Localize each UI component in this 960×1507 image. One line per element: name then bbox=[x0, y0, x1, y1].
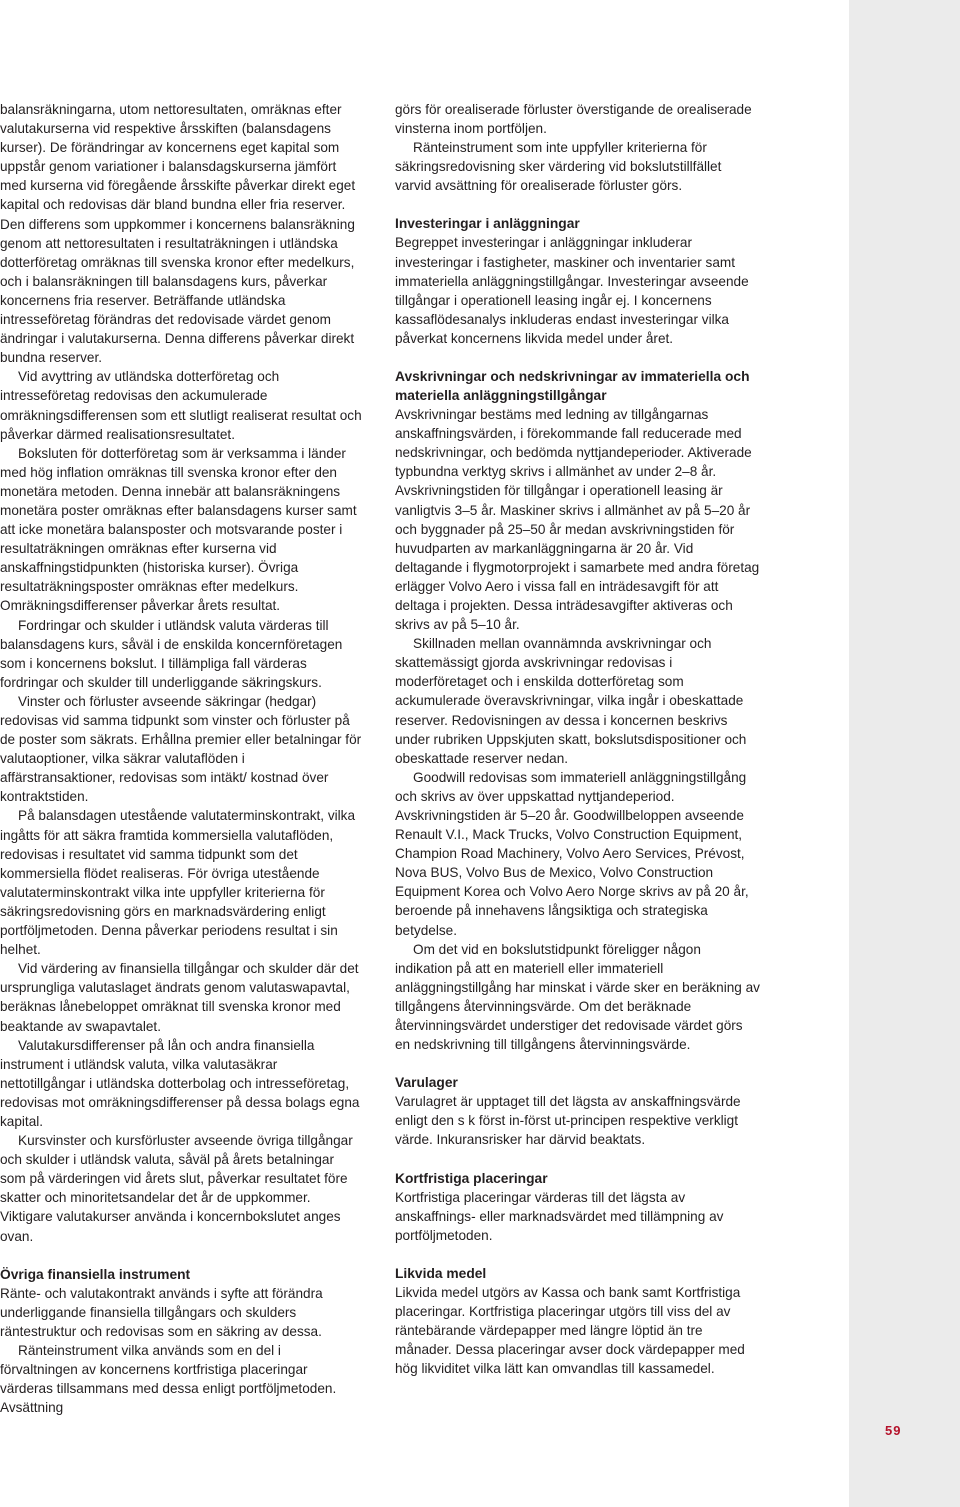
page-margin-band bbox=[849, 0, 960, 1507]
paragraph: balansräkningarna, utom nettoresultaten, omräknas efter valutakurserna vid respektive årsskiften (balansdagens kurser). De förändringar av koncernens eget kapital som uppstår genom variationer i balansdagskurserna jämfört med kurserna vid föregående årsskifte påverkar direkt eget kapital och redovisas där bland bundna eller fria reserver. Den differens som uppkommer i koncernens balansräkning genom att nettoresultaten i resultaträkningen i utländska dotterföretag omräknas till svenska kronor efter medelkurs, och i balansräkningen till balansdagens kurs, påverkar koncernens fria reserver. Beträffande utländska intresseföretag förändras det redovisade värdet genom ändringar i valutakurserna. Denna differens påverkar direkt bundna reserver. bbox=[0, 102, 356, 366]
paragraph: Ränteinstrument vilka används som en del i förvaltningen av koncernens kortfristiga placeringar värderas tillsammans med dessa enligt portföljmetoden. Avsättning bbox=[0, 1342, 337, 1416]
paragraph: Ränteinstrument som inte uppfyller kriterierna för säkringsredovisning sker värdering vid bokslutstillfället varvid avsättning för orealiserade förluster görs. bbox=[395, 140, 722, 194]
paragraph: Valutakursdifferenser på lån och andra finansiella instrument i utländsk valuta, vilka valutasäkrar nettotillgångar i utländska dotterbolag och intresseföretag, redovisas mot omräkningsdifferenser på dessa bolags egna kapital. bbox=[0, 1037, 360, 1129]
section-heading: Kortfristiga placeringar bbox=[395, 1170, 548, 1186]
paragraph: Avskrivningar bestäms med ledning av tillgångarnas anskaffningsvärden, i förekommande fall reducerade med nedskrivningar, och bedömda nyttjandeperioder. Aktiverade typbundna verktyg skrivs i allmänhet av under 2–8 år. Avskrivningstiden för tillgångar i operationell leasing är vanligtvis 3–5 år. Maskiner skrivs i allmänhet av på 5–20 år och byggnader på 25–50 år medan avskrivningstiden för huvudparten av markanläggningarna är 20 år. Vid deltagande i flygmotorprojekt i samarbete med andra företag erlägger Volvo Aero i vissa fall en inträdesavgift för att deltaga i projekten. Dessa inträdesavgifter aktiveras och skrivs av på 5–10 år. bbox=[395, 407, 760, 633]
paragraph: På balansdagen utestående valutaterminskontrakt, vilka ingåtts för att säkra framtida kommersiella valutaflöden, redovisas i resultatet vid samma tidpunkt som det kommersiella flödet realiseras. För övriga utestående valutaterminskontrakt vilka inte uppfyller kriterierna för säkringsredovisning görs en marknadsvärdering enligt portföljmetoden. Denna påverkar periodens resultat i sin helhet. bbox=[0, 808, 356, 958]
paragraph: Likvida medel utgörs av Kassa och bank samt Kortfristiga placeringar. Kortfristiga placeringar utgörs till viss del av räntebärande värdepapper med längre löptid än tre månader. Dessa placeringar avser dock värdepapper med hög likviditet vilka lätt kan omvandlas till kassamedel. bbox=[395, 1284, 745, 1377]
paragraph: Boksluten för dotterföretag som är verksamma i länder med hög inflation omräknas till svenska kronor efter den monetära metoden. Denna innebär att balansräkningens monetära poster omräknas efter balansdagens kurser samt att icke monetära balansposter och motsvarande poster i resultaträkningen omräknas efter kurserna vid anskaffningstidpunkten (historiska kurser). Övriga resultaträkningsposter omräknas efter medelkurs. Omräkningsdifferenser påverkar årets resultat. bbox=[0, 445, 357, 614]
left-column bbox=[0, 100, 362, 1417]
paragraph: Ränte- och valutakontrakt används i syfte att förändra underliggande finansiella tillgångars och skulders räntestruktur och redovisas som en säkring av dessa. bbox=[0, 1285, 323, 1339]
section-heading: Övriga finansiella instrument bbox=[0, 1266, 191, 1282]
paragraph: Vinster och förluster avseende säkringar (hedgar) redovisas vid samma tidpunkt som vinster och förluster på de poster som säkrats. Erhållna premier eller betalningar för valutaoptioner, vilka säkrar valutaflöden i affärstransaktioner, redovisas som intäkt/ kostnad över kontraktstiden. bbox=[0, 693, 362, 805]
paragraph: Kortfristiga placeringar värderas till det lägsta av anskaffnings- eller marknadsvärdet med tillämpning av portföljmetoden. bbox=[395, 1189, 724, 1243]
paragraph: Om det vid en bokslutstidpunkt föreligger någon indikation på att en materiell eller immateriell anläggningstillgång har minskat i värde sker en beräkning av tillgångens återvinningsvärde. Om det beräknade återvinningsvärdet understiger det redovisade värdet görs en nedskrivning till tillgångens återvinningsvärde. bbox=[395, 941, 760, 1053]
paragraph: görs för orealiserade förluster överstigande de orealiserade vinsterna inom portföljen. bbox=[395, 102, 752, 137]
paragraph: Varulagret är upptaget till det lägsta av anskaffningsvärde enligt den s k först in-först ut-principen respektive verkligt värde. Inkuransrisker har därvid beaktats. bbox=[395, 1094, 741, 1148]
section-heading: Varulager bbox=[395, 1075, 458, 1091]
right-column bbox=[395, 100, 760, 1378]
paragraph: Kursvinster och kursförluster avseende övriga tillgångar och skulder i utländsk valuta, såväl på årets betalningar som på värderingen vid årets slut, påverkar resultatet före skatter och minoritetsandelar det år de uppkommer. Viktigare valutakurser använda i koncernbokslutet anges ovan. bbox=[0, 1133, 353, 1244]
section-heading: Avskrivningar och nedskrivningar av immateriella och materiella anläggningstillgångar bbox=[395, 369, 750, 404]
paragraph: Skillnaden mellan ovannämnda avskrivningar och skattemässigt gjorda avskrivningar redovisas i moderföretaget och i enskilda dotterföretag som ackumulerade överavskrivningar, vilka ingår i obeskattade reserver. Redovisningen av dessa i koncernen beskrivs under rubriken Uppskjuten skatt, bokslutsdispositioner och obeskattade reserver nedan. bbox=[395, 636, 747, 766]
page-number: 59 bbox=[885, 1423, 902, 1438]
section-heading: Likvida medel bbox=[395, 1265, 487, 1281]
paragraph: Goodwill redovisas som immateriell anläggningstillgång och skrivs av över uppskattad nyttjandeperiod. Avskrivningstiden är 5–20 år. Goodwillbeloppen avseende Renault V.I., Mack Trucks, Volvo Construction Equipment, Champion Road Machinery, Volvo Aero Services, Prévost, Nova BUS, Volvo Bus de Mexico, Volvo Construction Equipment Korea och Volvo Aero Norge skrivs av på 20 år, beroende på innehavens långsiktiga och strategiska betydelse. bbox=[395, 769, 749, 938]
paragraph: Vid avyttring av utländska dotterföretag och intresseföretag redovisas den ackumulerade omräkningsdifferensen som ett slutligt realiserat resultat och påverkar därmed realisationsresultatet. bbox=[0, 369, 362, 442]
paragraph: Begreppet investeringar i anläggningar inkluderar investeringar i fastigheter, maskiner och inventarier samt immateriella anläggningstillgångar. Investeringar avseende tillgångar i operationell leasing ingår ej. I koncernens kassaflödesanalys inkluderas endast investeringar vilka påverkat koncernens likvida medel under året. bbox=[395, 235, 749, 346]
paragraph: Vid värdering av finansiella tillgångar och skulder där det ursprungliga valutaslaget ändrats genom valutaswapavtal, beräknas lånebeloppet omräknat till svenska kronor med beaktande av swapavtalet. bbox=[0, 961, 359, 1034]
paragraph: Fordringar och skulder i utländsk valuta värderas till balansdagens kurs, såväl i de enskilda koncernföretagen som i koncernens bokslut. I tillämpliga fall värderas fordringar och skulder till underliggande säkringskurs. bbox=[0, 617, 343, 690]
section-heading: Investeringar i anläggningar bbox=[395, 216, 580, 232]
